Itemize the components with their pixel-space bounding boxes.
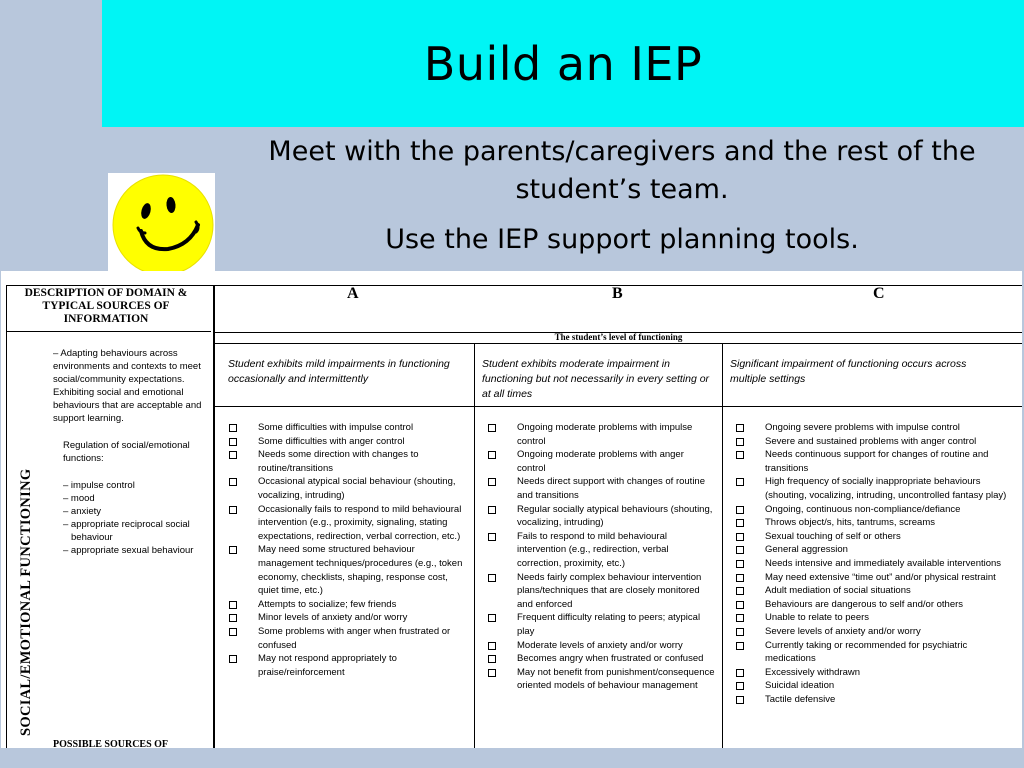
checklist-item: Sexual touching of self or others (733, 530, 1018, 544)
domain-subitem: – appropriate sexual behaviour (63, 545, 194, 556)
level-divider (215, 343, 1022, 344)
checklist-item: Attempts to socialize; few friends (226, 598, 466, 612)
column-a-description: Student exhibits mild impairments in functioning occasionally and intermittently (228, 358, 450, 385)
checklist-item: May need extensive “time out” and/or physical restraint (733, 571, 1018, 585)
checklist-item: Occasionally fails to respond to mild behavioural intervention (e.g., proximity, signaling, stating expectations, redirection, verbal correction, etc.) (226, 503, 466, 544)
domain-subitem: – appropriate reciprocal social behaviour (63, 519, 190, 543)
checklist-item: General aggression (733, 543, 1018, 557)
checklist-item: May not benefit from punishment/consequence oriented models of behaviour management (485, 666, 715, 693)
checklist-item: May need some structured behaviour management techniques/procedures (e.g., token economy, checklists, shaping, response cost, quiet time, etc.) (226, 543, 466, 597)
checklist-item: Currently taking or recommended for psychiatric medications (733, 639, 1018, 666)
checklist-item: Needs fairly complex behaviour intervention plans/techniques that are closely monitored and enforced (485, 571, 715, 612)
smiley-face-icon (108, 173, 215, 277)
checklist-item: Regular socially atypical behaviours (shouting, vocalizing, intruding) (485, 503, 715, 530)
domain-subitem: – impulse control (63, 480, 135, 491)
column-divider-bc (722, 343, 723, 748)
left-column-header: DESCRIPTION OF DOMAIN & TYPICAL SOURCES OF INFORMATION (24, 287, 188, 325)
possible-sources-label: POSSIBLE SOURCES OF (53, 739, 169, 748)
body-line-2: Use the IEP support planning tools. (385, 224, 859, 255)
checklist-item: Occasional atypical social behaviour (shouting, vocalizing, intruding) (226, 475, 466, 502)
checklist-item: Severe and sustained problems with anger control (733, 435, 1018, 449)
domain-rotated-label: SOCIAL/EMOTIONAL FUNCTIONING (18, 468, 34, 736)
checklist-item: Unable to relate to peers (733, 611, 1018, 625)
column-c-description: Significant impairment of functioning occurs across multiple settings (730, 358, 967, 385)
title-bar (102, 0, 1024, 127)
column-header-a: A (347, 285, 359, 302)
checklist-item: Severe levels of anxiety and/or worry (733, 625, 1018, 639)
table-border-left (6, 285, 7, 748)
column-header-c: C (873, 285, 885, 302)
checklist-item: Needs continuous support for changes of routine and transitions (733, 448, 1018, 475)
domain-description (53, 347, 213, 557)
body-line-1: Meet with the parents/caregivers and the rest of the student’s team. (268, 136, 976, 205)
slide-title: Build an IEP (423, 36, 703, 91)
checklist-item: Becomes angry when frustrated or confused (485, 652, 715, 666)
domain-subitem: – mood (63, 493, 95, 504)
smiley-image (108, 173, 215, 277)
checklist-item: Adult mediation of social situations (733, 584, 1018, 598)
checklist-item: Ongoing, continuous non-compliance/defiance (733, 503, 1018, 517)
checklist-item: Some problems with anger when frustrated or confused (226, 625, 466, 652)
checklist-item: Moderate levels of anxiety and/or worry (485, 639, 715, 653)
checklist-item: Throws object/s, hits, tantrums, screams (733, 516, 1018, 530)
checklist-item: High frequency of socially inappropriate behaviours (shouting, vocalizing, intruding, uncontrolled fantasy play) (733, 475, 1018, 502)
checklist-item: Behaviours are dangerous to self and/or others (733, 598, 1018, 612)
checklist-item: Tactile defensive (733, 693, 1018, 707)
column-b-list (485, 421, 715, 693)
checklist-item: Fails to respond to mild behavioural intervention (e.g., redirection, verbal correction, proximity, etc.) (485, 530, 715, 571)
checklist-item: Needs intensive and immediately available interventions (733, 557, 1018, 571)
column-a-list (226, 421, 466, 679)
checklist-item: Minor levels of anxiety and/or worry (226, 611, 466, 625)
column-header-b: B (612, 285, 623, 302)
checklist-item: Some difficulties with impulse control (226, 421, 466, 435)
checklist-item: Ongoing moderate problems with anger control (485, 448, 715, 475)
iep-document-excerpt (1, 271, 1022, 748)
domain-item: – Adapting behaviours across environments and contexts to meet social/community expectations. Exhibiting social and emotional behaviours that are acceptable and support learning. (53, 348, 202, 424)
checklist-item: Some difficulties with anger control (226, 435, 466, 449)
left-column-divider (213, 285, 215, 748)
checklist-item: Needs direct support with changes of routine and transitions (485, 475, 715, 502)
table-border-top (6, 285, 1022, 286)
checklist-item: Frequent difficulty relating to peers; atypical play (485, 611, 715, 638)
slide-body (222, 133, 1022, 259)
domain-item: Regulation of social/emotional functions: (63, 440, 190, 464)
column-b-description: Student exhibits moderate impairment in functioning but not necessarily in every setting or at all times (482, 358, 710, 400)
column-divider-ab (474, 343, 475, 748)
left-header-divider (6, 331, 211, 332)
description-divider (215, 406, 1022, 407)
domain-subitem: – anxiety (63, 506, 102, 517)
checklist-item: Suicidal ideation (733, 679, 1018, 693)
checklist-item: Needs some direction with changes to routine/transitions (226, 448, 466, 475)
level-of-functioning-label: The student’s level of functioning (554, 332, 683, 342)
checklist-item: Ongoing severe problems with impulse control (733, 421, 1018, 435)
checklist-item: Excessively withdrawn (733, 666, 1018, 680)
checklist-item: May not respond appropriately to praise/reinforcement (226, 652, 466, 679)
column-c-list (733, 421, 1018, 706)
checklist-item: Ongoing moderate problems with impulse control (485, 421, 715, 448)
